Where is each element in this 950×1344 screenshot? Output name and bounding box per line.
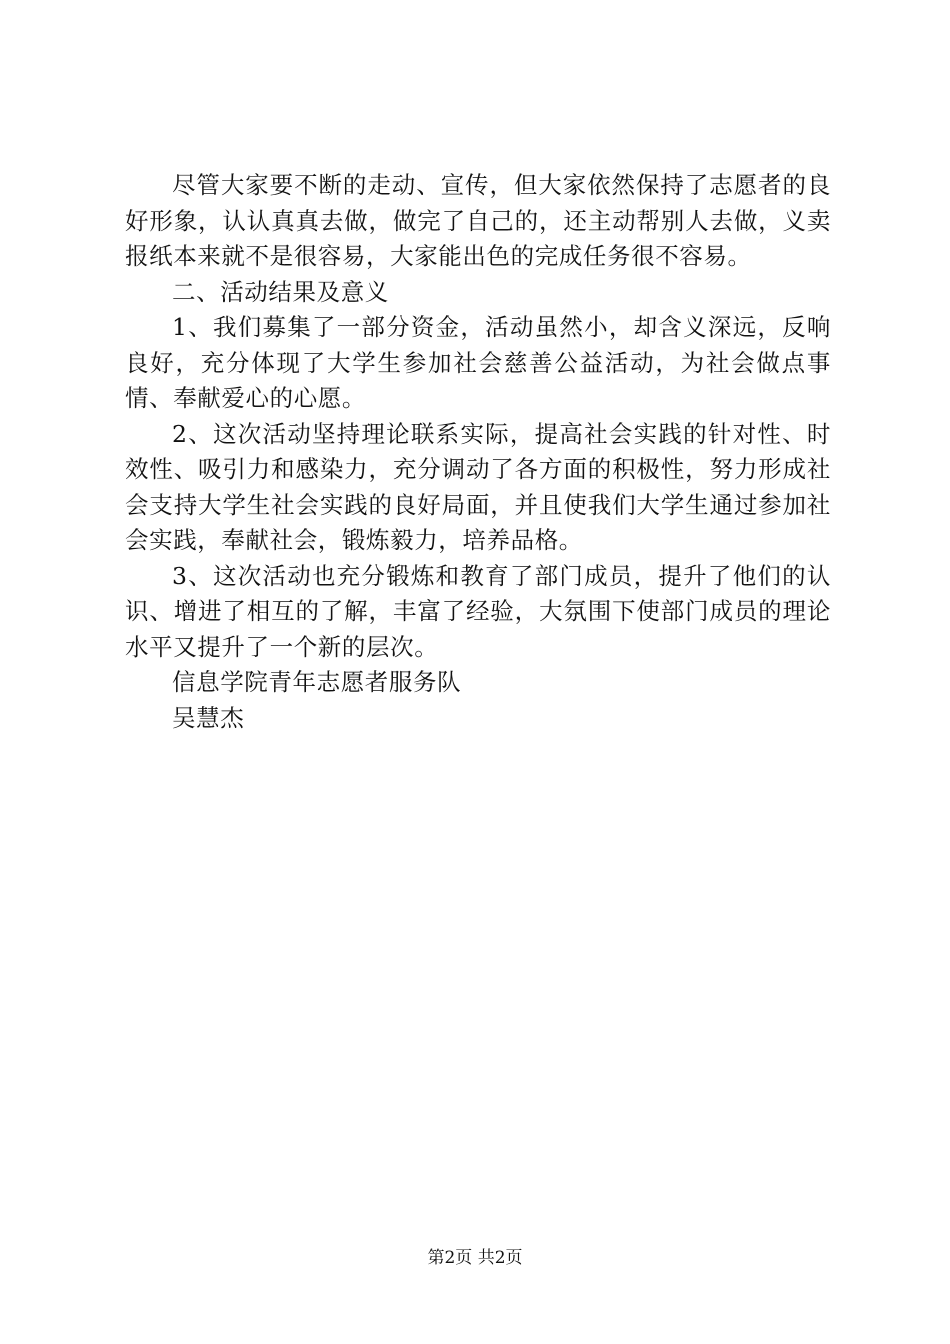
paragraph-result-1: 1、我们募集了一部分资金，活动虽然小，却含义深远，反响良好，充分体现了大学生参加社会慈善公益活动，为社会做点事情、奉献爱心的心愿。 <box>125 313 831 412</box>
signature-name: 吴慧杰 <box>172 703 245 732</box>
page-footer: 第2页 共2页 <box>427 1248 523 1268</box>
document-body <box>125 168 831 736</box>
section-heading-results: 二、活动结果及意义 <box>172 277 389 306</box>
signature-organization: 信息学院青年志愿者服务队 <box>172 668 462 696</box>
paragraph-result-3: 3、这次活动也充分锻炼和教育了部门成员，提升了他们的认识、增进了相互的了解，丰富了经验，大氛围下使部门成员的理论水平又提升了一个新的层次。 <box>125 561 831 661</box>
paragraph-result-2: 2、这次活动坚持理论联系实际，提高社会实践的针对性、时效性、吸引力和感染力，充分调动了各方面的积极性，努力形成社会支持大学生社会实践的良好局面，并且使我们大学生通过参加社会实践，奉献社会，锻炼毅力，培养品格。 <box>125 419 831 554</box>
paragraph-volunteer-image: 尽管大家要不断的走动、宣传，但大家依然保持了志愿者的良好形象，认认真真去做，做完了自己的，还主动帮别人去做，义卖报纸本来就不是很容易，大家能出色的完成任务很不容易。 <box>125 171 831 270</box>
